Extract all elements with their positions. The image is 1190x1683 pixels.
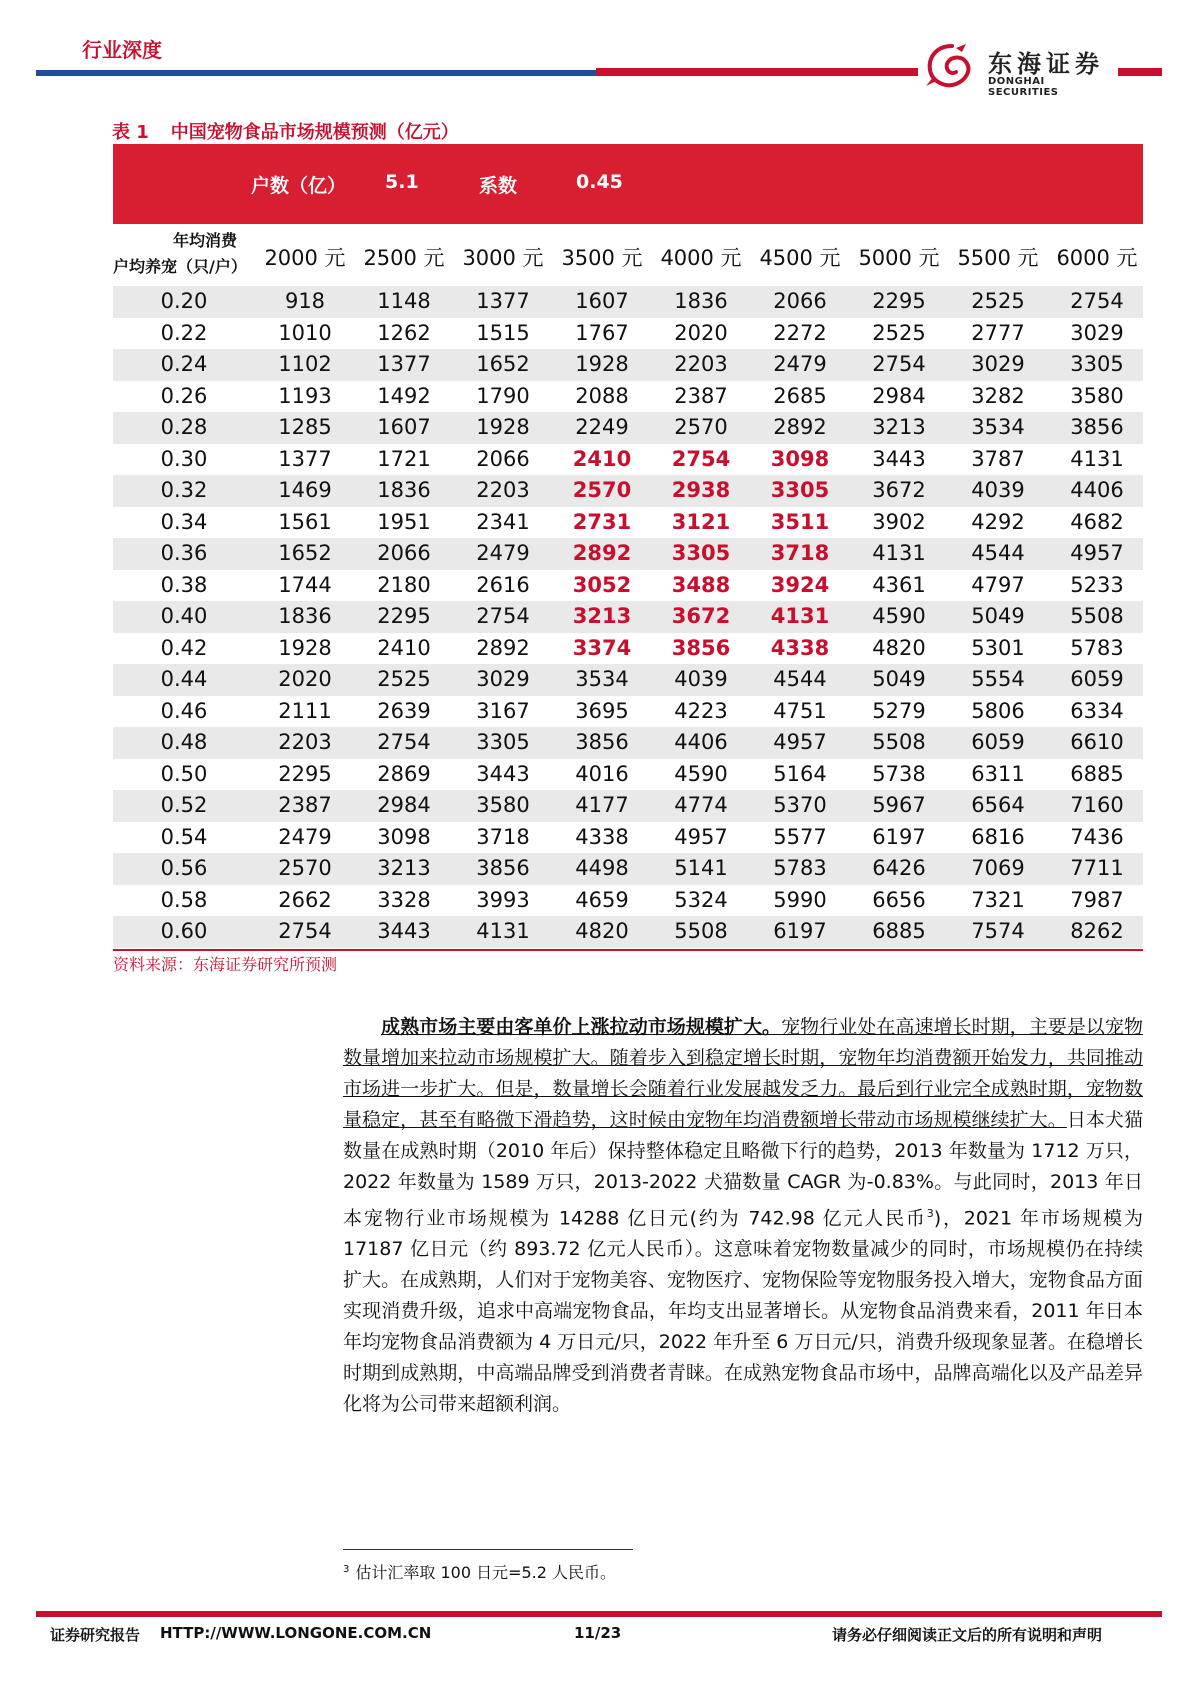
table-cell: 2295 [278,761,332,786]
table-cell: 3443 [476,761,530,786]
table-row [113,318,1143,350]
table-cell: 3580 [1070,383,1124,408]
table-cell: 3924 [770,572,830,597]
table-cell: 2754 [476,604,530,628]
table-cell: 2020 [674,320,728,345]
table-cell: 1836 [377,478,431,502]
table-cell: 1102 [278,352,332,376]
table-cell: 1377 [377,352,431,376]
coefficient-value: 0.45 [576,171,623,193]
table-cell: 2111 [278,698,332,723]
forecast-table [113,286,1143,948]
table-row [113,444,1143,476]
table-cell: 3856 [575,730,629,754]
table-cell: 1515 [476,320,530,345]
table-cell: 1836 [674,289,728,313]
table-cell: 2479 [773,352,827,376]
footnote-number: 3 [343,1563,350,1575]
table-cell: 4751 [773,698,827,723]
table-cell: 2570 [278,856,332,880]
table-cell: 2410 [377,635,431,660]
table-cell: 5141 [674,856,728,880]
table-cell: 1148 [377,289,431,313]
table-cell: 3534 [575,667,629,691]
table-cell: 5049 [872,667,926,691]
corner-label-annual-spend: 年均消费 [173,231,238,250]
table-cell: 6059 [971,730,1025,754]
table-row [113,727,1143,759]
table-row [113,664,1143,696]
table-cell: 3511 [770,509,830,534]
table-cell: 3213 [572,604,632,628]
coefficient-label: 系数 [479,175,518,197]
table-cell: 4774 [674,793,728,817]
table-cell: 2685 [773,383,827,408]
table-cell: 4292 [971,509,1025,534]
row-label-pets-per-household: 0.38 [160,572,208,597]
row-label-pets-per-household: 0.58 [160,887,208,912]
table-row [113,349,1143,381]
paragraph-lead: 成熟市场主要由客单价上涨拉动市场规模扩大。 [381,1016,782,1038]
table-cell: 1010 [278,320,332,345]
table-cell: 4223 [674,698,728,723]
footer-page-number: 11/23 [574,1624,622,1642]
table-cell: 3213 [377,856,431,880]
footer-disclaimer: 请务必仔细阅读正文后的所有说明和声明 [832,1626,1103,1644]
row-label-pets-per-household: 0.24 [160,352,208,376]
table-cell: 2731 [572,509,632,534]
table-cell: 2525 [971,289,1025,313]
paragraph-underlined: 宠物行业处在高速增长时期，主要是以宠物数量增加来拉动市场规模扩大。随着步入到稳定增长时期，宠物年均消费额开始发力，共同推动市场进一步扩大。但是，数量增长会随着行业发展越发乏力。最后到行业完全成熟时期，宠物数量稳定，甚至有略微下滑趋势，这时候由宠物年均消费额增长带动市场规模继续扩大。 [343,1016,1143,1131]
table-row [113,286,1143,318]
table-cell: 5783 [1070,635,1124,660]
table-cell: 3098 [377,824,431,849]
table-cell: 2754 [1070,289,1124,313]
table-cell: 4590 [872,604,926,628]
table-cell: 7987 [1070,887,1124,912]
table-cell: 1721 [377,446,431,471]
table-source: 资料来源：东海证券研究所预测 [113,955,338,974]
row-label-pets-per-household: 0.20 [160,289,208,313]
footnote-reference: 3 [926,1207,934,1220]
table-cell: 1836 [278,604,332,628]
table-cell: 2777 [971,320,1025,345]
table-cell: 4957 [1070,541,1124,565]
table-cell: 2892 [476,635,530,660]
table-cell: 3443 [377,919,431,943]
table-cell: 4659 [575,887,629,912]
table-cell: 1951 [377,509,431,534]
row-label-pets-per-household: 0.44 [160,667,208,691]
table-cell: 6564 [971,793,1025,817]
table-cell: 4406 [674,730,728,754]
table-cell: 1767 [575,320,629,345]
company-logo [918,38,1118,98]
table-row [113,412,1143,444]
table-cell: 1193 [278,383,332,408]
table-cell: 1262 [377,320,431,345]
logo-text-cn: 东海证券 [988,50,1104,78]
table-cell: 5233 [1070,572,1124,597]
table-cell: 4820 [872,635,926,660]
table-cell: 7711 [1070,856,1124,880]
table-cell: 4957 [773,730,827,754]
corner-label-pets-per-household: 户均养宠（只/户） [113,257,247,276]
table-cell: 3856 [476,856,530,880]
footnote-rule [343,1549,633,1550]
table-cell: 4039 [674,667,728,691]
table-cell: 1652 [278,541,332,565]
table-cell: 4957 [674,824,728,849]
table-cell: 4544 [971,541,1025,565]
paragraph-text-2: )，2021 年市场规模为 17187 亿日元（约 893.72 亿元人民币）。这意味着宠物数量减少的同时，市场规模仍在持续扩大。在成熟期，人们对于宠物美容、宠物医疗、宠物保险等宠物服务投入增大，宠物食品方面实现消费升级，追求中高端宠物食品，年均支出显著增长。从宠物食品消费来看，2011 年日本年均宠物食品消费额为 4 万日元/只，2022 年升至 6 万日元/只，消费升级现象显著。在稳增长时期到成熟期，中高端品牌受到消费者青睐。在成熟宠物食品市场中，品牌高端化以及产品差异化将为公司带来超额利润。 [343,1207,1143,1416]
table-cell: 3052 [572,572,632,597]
table-cell: 4406 [1070,478,1124,502]
table-cell: 7574 [971,919,1025,943]
table-cell: 2570 [572,478,632,502]
table-cell: 5990 [773,887,827,912]
table-cell: 5806 [971,698,1025,723]
table-cell: 1790 [476,383,530,408]
table-cell: 6816 [971,824,1025,849]
table-cell: 3787 [971,446,1025,471]
table-cell: 2892 [773,415,827,439]
row-label-pets-per-household: 0.26 [160,383,208,408]
table-cell: 7160 [1070,793,1124,817]
table-cell: 5508 [674,919,728,943]
footnote-text: 估计汇率取 100 日元=5.2 人民币。 [355,1563,617,1582]
table-cell: 2203 [278,730,332,754]
table-cell: 2892 [572,541,632,565]
table-cell: 1744 [278,572,332,597]
table-cell: 5279 [872,698,926,723]
table-cell: 2984 [872,383,926,408]
table-cell: 2616 [476,572,530,597]
table-cell: 6311 [971,761,1025,786]
row-label-pets-per-household: 0.34 [160,509,208,534]
table-cell: 1607 [575,289,629,313]
table-cell: 2479 [278,824,332,849]
table-row [113,696,1143,728]
table-cell: 7069 [971,856,1025,880]
table-cell: 4338 [575,824,629,849]
column-header: 3500 元 [561,246,643,270]
table-cell: 4039 [971,478,1025,502]
table-cell: 3305 [770,478,830,502]
table-cell: 3167 [476,698,530,723]
table-cell: 3305 [476,730,530,754]
table-cell: 6426 [872,856,926,880]
table-cell: 4131 [476,919,530,943]
table-cell: 1469 [278,478,332,502]
table-cell: 4544 [773,667,827,691]
table-cell: 2295 [872,289,926,313]
table-cell: 5508 [872,730,926,754]
row-label-pets-per-household: 0.40 [160,604,208,628]
table-cell: 5967 [872,793,926,817]
table-cell: 2249 [575,415,629,439]
table-cell: 2869 [377,761,431,786]
table-cell: 6885 [872,919,926,943]
table-cell: 7321 [971,887,1025,912]
table-cell: 3328 [377,887,431,912]
table-row [113,381,1143,413]
table-cell: 6885 [1070,761,1124,786]
row-label-pets-per-household: 0.46 [160,698,208,723]
table-cell: 2984 [377,793,431,817]
table-parameter-band [113,144,1143,224]
table-cell: 3098 [770,446,830,471]
column-header: 5000 元 [858,246,940,270]
table-cell: 6656 [872,887,926,912]
table-cell: 1561 [278,509,332,534]
table-cell: 4820 [575,919,629,943]
table-cell: 1652 [476,352,530,376]
table-cell: 2662 [278,887,332,912]
table-cell: 2295 [377,604,431,628]
table-cell: 3282 [971,383,1025,408]
footnote [343,1560,616,1583]
table-row [113,759,1143,791]
table-cell: 2479 [476,541,530,565]
table-cell: 3213 [872,415,926,439]
table-row [113,601,1143,633]
table-cell: 3902 [872,509,926,534]
table-row [113,916,1143,948]
table-cell: 2754 [671,446,731,471]
table-row [113,822,1143,854]
table-cell: 1928 [476,415,530,439]
table-cell: 918 [284,289,326,313]
table-cell: 3029 [1070,320,1124,345]
table-cell: 3374 [572,635,632,660]
body-paragraph [343,1012,1143,1420]
table-cell: 6610 [1070,730,1124,754]
table-cell: 5324 [674,887,728,912]
table-cell: 1928 [575,352,629,376]
table-cell: 8262 [1070,919,1124,943]
table-cell: 3993 [476,887,530,912]
table-cell: 2938 [671,478,731,502]
footer-url[interactable]: HTTP://WWW.LONGONE.COM.CN [160,1624,432,1642]
row-label-pets-per-household: 0.60 [160,919,208,943]
table-cell: 2525 [872,320,926,345]
table-cell: 2066 [773,289,827,313]
table-cell: 5508 [1070,604,1124,628]
table-cell: 5577 [773,824,827,849]
row-label-pets-per-household: 0.48 [160,730,208,754]
table-cell: 4177 [575,793,629,817]
table-cell: 2639 [377,698,431,723]
table-caption [112,118,459,144]
table-cell: 2754 [278,919,332,943]
row-label-pets-per-household: 0.50 [160,761,208,786]
column-header: 6000 元 [1056,246,1138,270]
table-cell: 4338 [770,635,830,660]
table-cell: 4590 [674,761,728,786]
table-cell: 4797 [971,572,1025,597]
table-cell: 2088 [575,383,629,408]
table-cell: 5301 [971,635,1025,660]
table-column-header [113,224,1143,282]
table-cell: 5370 [773,793,827,817]
table-cell: 6197 [872,824,926,849]
footer-report-type: 证券研究报告 [50,1626,141,1644]
header-bar-blue [36,70,596,76]
row-label-pets-per-household: 0.42 [160,635,208,660]
row-label-pets-per-household: 0.52 [160,793,208,817]
table-cell: 2203 [674,352,728,376]
row-label-pets-per-household: 0.36 [160,541,208,565]
table-cell: 6334 [1070,698,1124,723]
table-cell: 2410 [572,446,632,471]
table-cell: 3029 [971,352,1025,376]
table-cell: 3305 [1070,352,1124,376]
table-cell: 1285 [278,415,332,439]
table-cell: 5554 [971,667,1025,691]
row-label-pets-per-household: 0.56 [160,856,208,880]
table-caption-number: 表 1 [112,122,149,143]
table-cell: 3534 [971,415,1025,439]
table-cell: 3305 [671,541,731,565]
table-row [113,853,1143,885]
table-cell: 3856 [1070,415,1124,439]
table-cell: 2754 [377,730,431,754]
dragon-logo-icon [922,42,982,90]
table-cell: 2387 [674,383,728,408]
paragraph-text-1: 日本犬猫数量在成熟时期（2010 年后）保持整体稳定且略微下行的趋势，2013 年数量为 1712 万只，2022 年数量为 1589 万只，2013-2022 犬猫数量 CAGR 为-0.83%。与此同时，2013 年日本宠物行业市场规模为 14288 亿日元(约为 742.98 亿元人民币 [343,1109,1143,1230]
table-row [113,790,1143,822]
table-cell: 2066 [377,541,431,565]
table-cell: 1928 [278,635,332,660]
footer-bar [36,1611,1162,1617]
table-row [113,633,1143,665]
households-value: 5.1 [385,171,419,193]
table-cell: 3695 [575,698,629,723]
table-row [113,475,1143,507]
table-row [113,885,1143,917]
table-cell: 4498 [575,856,629,880]
table-cell: 2387 [278,793,332,817]
logo-text-en: DONGHAI SECURITIES [988,76,1059,98]
column-header: 2000 元 [264,246,346,270]
column-header: 5500 元 [957,246,1039,270]
column-header: 4000 元 [660,246,742,270]
table-cell: 5738 [872,761,926,786]
row-label-pets-per-household: 0.30 [160,446,208,471]
row-label-pets-per-household: 0.28 [160,415,208,439]
table-cell: 2020 [278,667,332,691]
table-cell: 4131 [1070,446,1124,471]
table-cell: 2203 [476,478,530,502]
table-cell: 4016 [575,761,629,786]
table-cell: 1377 [476,289,530,313]
section-title: 行业深度 [82,38,162,62]
table-cell: 4682 [1070,509,1124,534]
table-row [113,507,1143,539]
table-row [113,538,1143,570]
table-cell: 2525 [377,667,431,691]
table-cell: 3672 [671,604,731,628]
table-cell: 4131 [872,541,926,565]
table-cell: 3580 [476,793,530,817]
table-cell: 1492 [377,383,431,408]
table-cell: 1607 [377,415,431,439]
table-cell: 1377 [278,446,332,471]
table-cell: 3718 [770,541,830,565]
table-caption-title: 中国宠物食品市场规模预测（亿元） [170,122,459,143]
table-cell: 3443 [872,446,926,471]
column-header: 4500 元 [759,246,841,270]
table-cell: 2066 [476,446,530,471]
table-cell: 2754 [872,352,926,376]
table-cell: 2180 [377,572,431,597]
row-label-pets-per-household: 0.54 [160,824,208,849]
table-cell: 3718 [476,824,530,849]
table-cell: 6197 [773,919,827,943]
table-row [113,570,1143,602]
table-cell: 2341 [476,509,530,534]
table-cell: 5164 [773,761,827,786]
table-cell: 5783 [773,856,827,880]
table-cell: 3121 [671,509,731,534]
table-cell: 2272 [773,320,827,345]
column-header: 3000 元 [462,246,544,270]
table-cell: 3856 [671,635,731,660]
households-label: 户数（亿） [251,175,347,197]
column-header: 2500 元 [363,246,445,270]
row-label-pets-per-household: 0.22 [160,320,208,345]
table-cell: 4361 [872,572,926,597]
table-cell: 2570 [674,415,728,439]
table-cell: 5049 [971,604,1025,628]
row-label-pets-per-household: 0.32 [160,478,208,502]
table-bottom-rule [113,949,1143,951]
table-cell: 3029 [476,667,530,691]
table-cell: 4131 [770,604,830,628]
table-cell: 7436 [1070,824,1124,849]
table-cell: 3672 [872,478,926,502]
table-cell: 6059 [1070,667,1124,691]
table-cell: 3488 [671,572,731,597]
